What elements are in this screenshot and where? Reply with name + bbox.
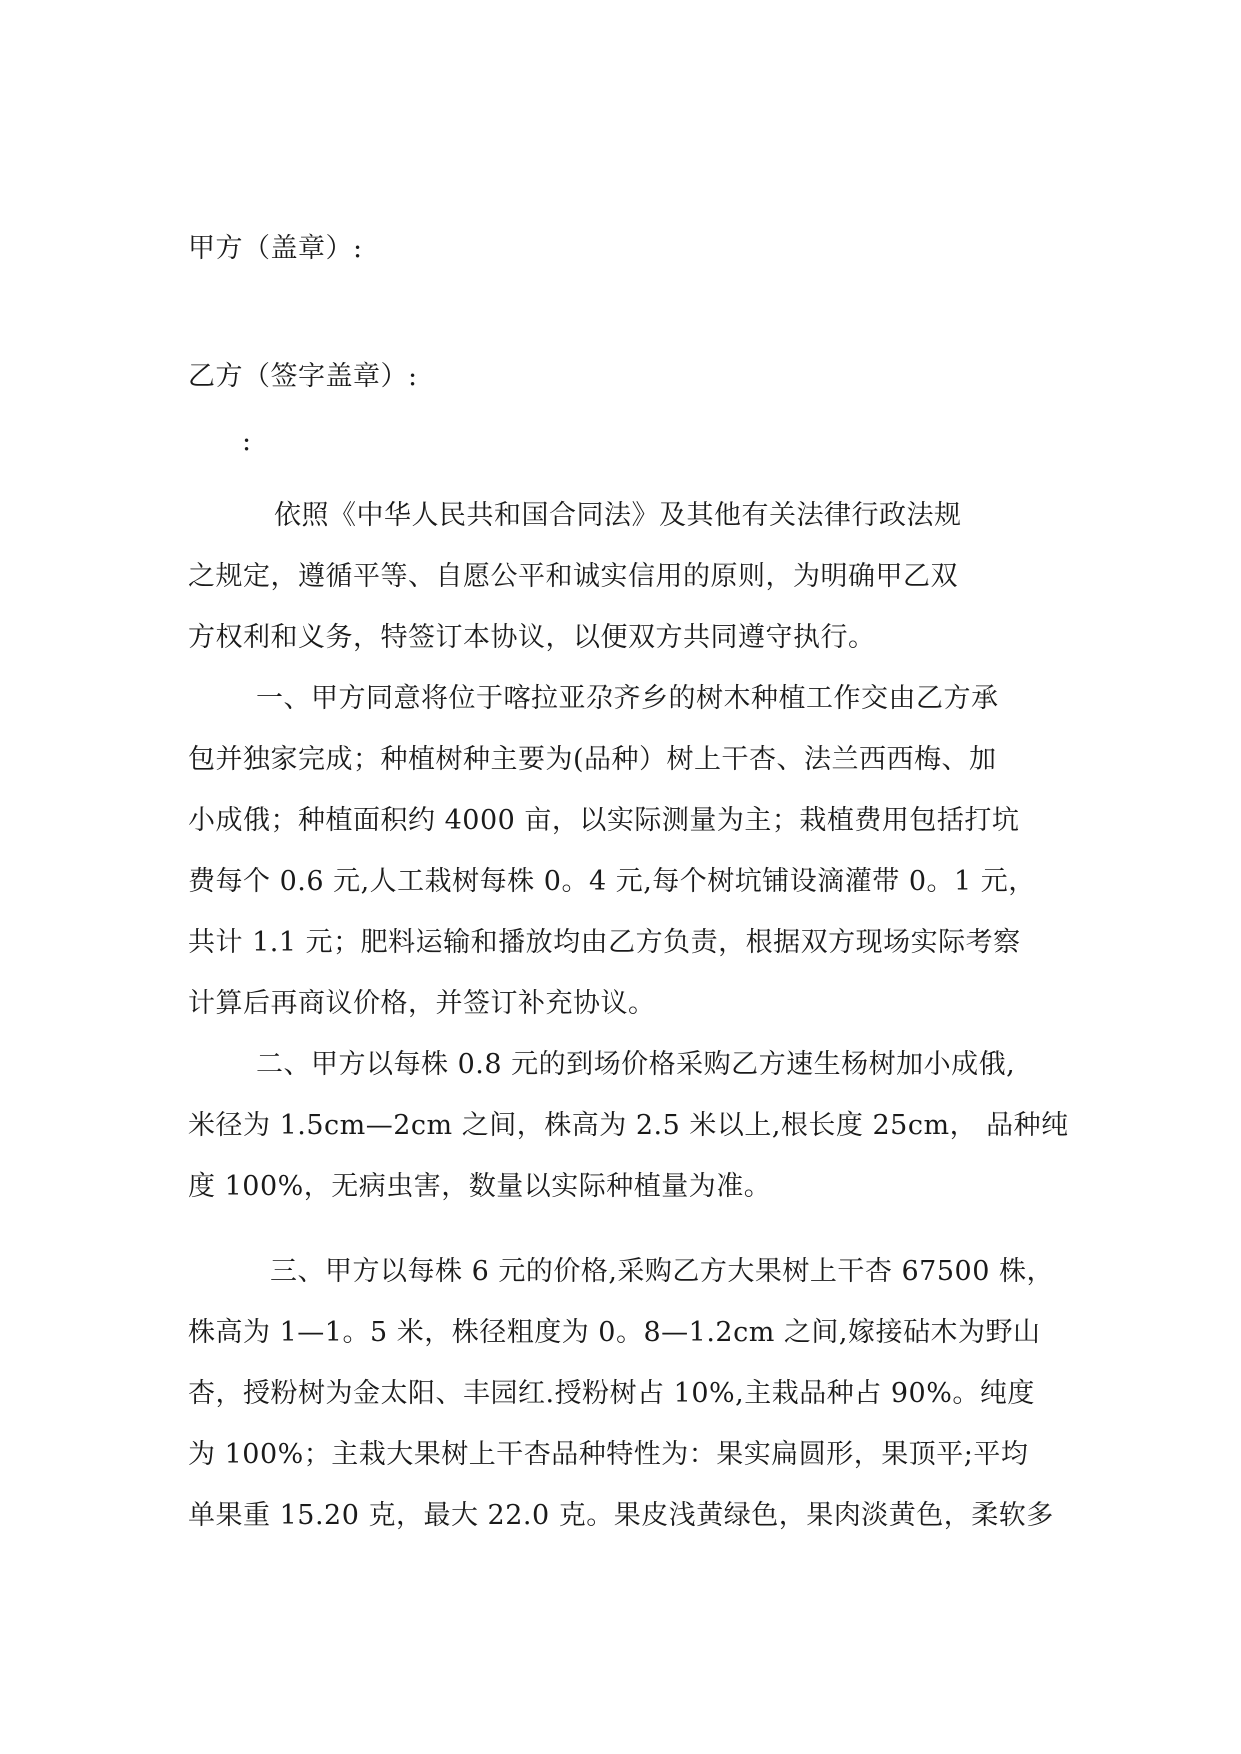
paragraph-line: 方权利和义务，特签订本协议，以便双方共同遵守执行。: [188, 622, 876, 653]
clause-three-line: 株高为 1—1。5 米，株径粗度为 0。8—1.2cm 之间,嫁接砧木为野山: [188, 1317, 1041, 1348]
clause-two-line: 二、甲方以每株 0.8 元的到场价格采购乙方速生杨树加小成俄,: [256, 1049, 1016, 1080]
clause-two-line: 米径为 1.5cm—2cm 之间，株高为 2.5 米以上,根长度 25cm， 品种纯: [188, 1110, 1069, 1141]
clause-one-line: 一、甲方同意将位于喀拉亚尕齐乡的树木种植工作交由乙方承: [256, 683, 999, 714]
clause-three-line: 单果重 15.20 克，最大 22.0 克。果皮浅黄绿色，果肉淡黄色，柔软多: [188, 1500, 1054, 1531]
colon-mark: :: [242, 426, 252, 457]
clause-one-line: 计算后再商议价格，并签订补充协议。: [188, 988, 656, 1019]
clause-one-line: 费每个 0.6 元,人工栽树每株 0。4 元,每个树坑铺设滴灌带 0。1 元，: [188, 866, 1036, 897]
clause-three-line: 三、甲方以每株 6 元的价格,采购乙方大果树上干杏 67500 株，: [270, 1256, 1054, 1287]
party-a-signature-label: 甲方（盖章）:: [188, 233, 363, 264]
clause-one-line: 共计 1.1 元；肥料运输和播放均由乙方负责，根据双方现场实际考察: [188, 927, 1021, 958]
clause-one-line: 包并独家完成；种植树种主要为(品种）树上干杏、法兰西西梅、加: [188, 744, 997, 775]
clause-three-line: 为 100%；主栽大果树上干杏品种特性为：果实扁圆形，果顶平;平均: [188, 1439, 1029, 1470]
party-b-signature-label: 乙方（签字盖章）:: [188, 361, 418, 392]
clause-three-line: 杏，授粉树为金太阳、丰园红.授粉树占 10%,主栽品种占 90%。纯度: [188, 1378, 1035, 1409]
clause-two-line: 度 100%，无病虫害，数量以实际种植量为准。: [188, 1171, 772, 1202]
paragraph-line: 之规定，遵循平等、自愿公平和诚实信用的原则，为明确甲乙双: [188, 561, 958, 592]
paragraph-line: 依照《中华人民共和国合同法》及其他有关法律行政法规: [274, 500, 962, 531]
clause-one-line: 小成俄；种植面积约 4000 亩，以实际测量为主；栽植费用包括打坑: [188, 805, 1020, 836]
